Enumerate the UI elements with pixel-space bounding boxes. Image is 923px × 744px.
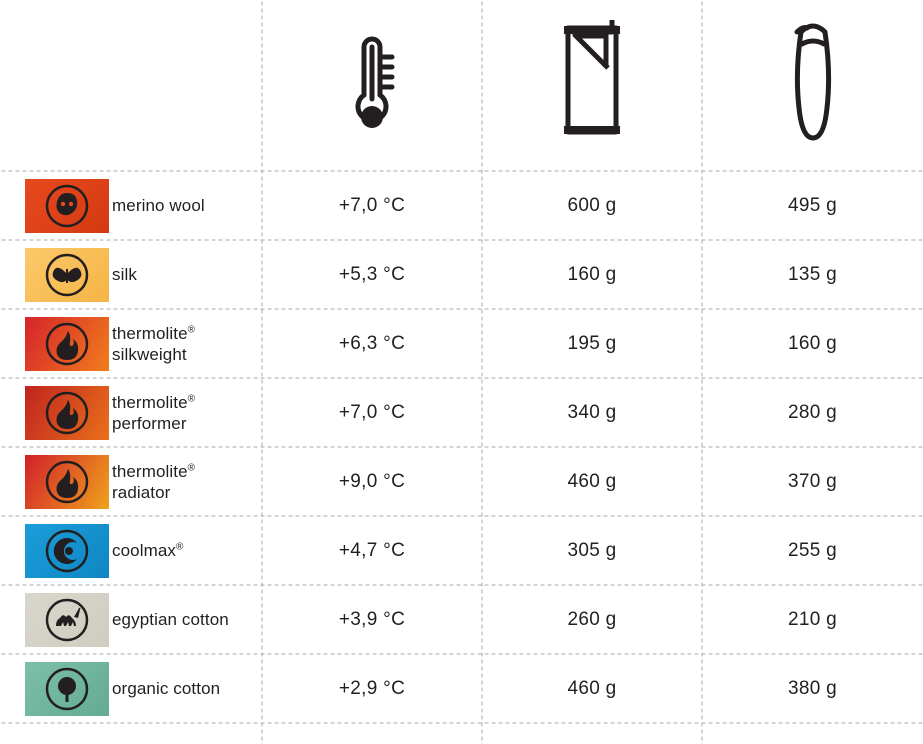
material-name: organic cotton	[112, 679, 221, 698]
table-row[interactable]	[0, 172, 923, 239]
temperature-cell: +2,9 °C	[338, 677, 406, 699]
mummy-weight-cell: 255 g	[787, 539, 838, 561]
blanket-weight-cell: 160 g	[567, 263, 617, 285]
merino-sheep-icon	[25, 179, 109, 233]
camel-icon	[25, 593, 109, 647]
blanket-weight-cell: 260 g	[567, 608, 617, 630]
temperature-cell: +7,0 °C	[338, 401, 406, 423]
organic-tree-icon	[25, 662, 109, 716]
material-swatch-cell	[0, 172, 112, 239]
material-name: coolmax®	[112, 541, 184, 560]
temperature-cell: +7,0 °C	[338, 194, 406, 216]
coolmax-c-icon	[25, 524, 109, 578]
material-name-cell	[112, 655, 262, 722]
mummy-weight-cell: 370 g	[787, 470, 838, 492]
material-name-cell	[112, 517, 262, 584]
temperature-cell: +3,9 °C	[338, 608, 406, 630]
blanket-weight-cell: 195 g	[567, 332, 617, 354]
mummy-weight-cell: 210 g	[787, 608, 838, 630]
material-name: thermolite® silkweight	[112, 323, 196, 364]
table-row[interactable]	[0, 241, 923, 308]
material-swatch-cell	[0, 517, 112, 584]
mummy-weight-cell: 160 g	[787, 332, 838, 354]
material-name: silk	[112, 265, 137, 284]
table-row[interactable]	[0, 517, 923, 584]
mummy-weight-cell: 135 g	[787, 263, 838, 285]
thermolite-flame-icon	[25, 317, 109, 371]
mummy-weight-cell: 280 g	[787, 401, 838, 423]
temperature-cell: +6,3 °C	[338, 332, 406, 354]
material-name-cell	[112, 586, 262, 653]
material-name-cell	[112, 310, 262, 377]
mummy-weight-cell: 495 g	[787, 194, 838, 216]
silk-moth-icon	[25, 248, 109, 302]
table-row[interactable]	[0, 379, 923, 446]
temperature-cell: +5,3 °C	[338, 263, 406, 285]
table-row[interactable]	[0, 655, 923, 722]
blanket-weight-cell: 460 g	[567, 470, 617, 492]
blanket-weight-cell: 340 g	[567, 401, 617, 423]
material-name-cell	[112, 172, 262, 239]
thermolite-flame-icon	[25, 386, 109, 440]
material-name-cell	[112, 241, 262, 308]
blanket-weight-cell: 460 g	[567, 677, 617, 699]
temperature-cell: +4,7 °C	[338, 539, 406, 561]
temperature-cell: +9,0 °C	[338, 470, 406, 492]
material-name: thermolite® performer	[112, 392, 196, 433]
table-row[interactable]	[0, 586, 923, 653]
mummy-weight-cell: 380 g	[787, 677, 838, 699]
material-name-cell	[112, 448, 262, 515]
material-name: egyptian cotton	[112, 610, 229, 629]
material-name: merino wool	[112, 196, 205, 215]
material-swatch-cell	[0, 586, 112, 653]
material-swatch-cell	[0, 655, 112, 722]
material-swatch-cell	[0, 310, 112, 377]
material-name: thermolite® radiator	[112, 461, 196, 502]
material-name-cell	[112, 379, 262, 446]
blanket-weight-cell: 305 g	[567, 539, 617, 561]
material-swatch-cell	[0, 241, 112, 308]
material-swatch-cell	[0, 379, 112, 446]
table-row[interactable]	[0, 310, 923, 377]
material-swatch-cell	[0, 448, 112, 515]
thermolite-flame-icon	[25, 455, 109, 509]
blanket-weight-cell: 600 g	[567, 194, 617, 216]
table-row[interactable]	[0, 448, 923, 515]
